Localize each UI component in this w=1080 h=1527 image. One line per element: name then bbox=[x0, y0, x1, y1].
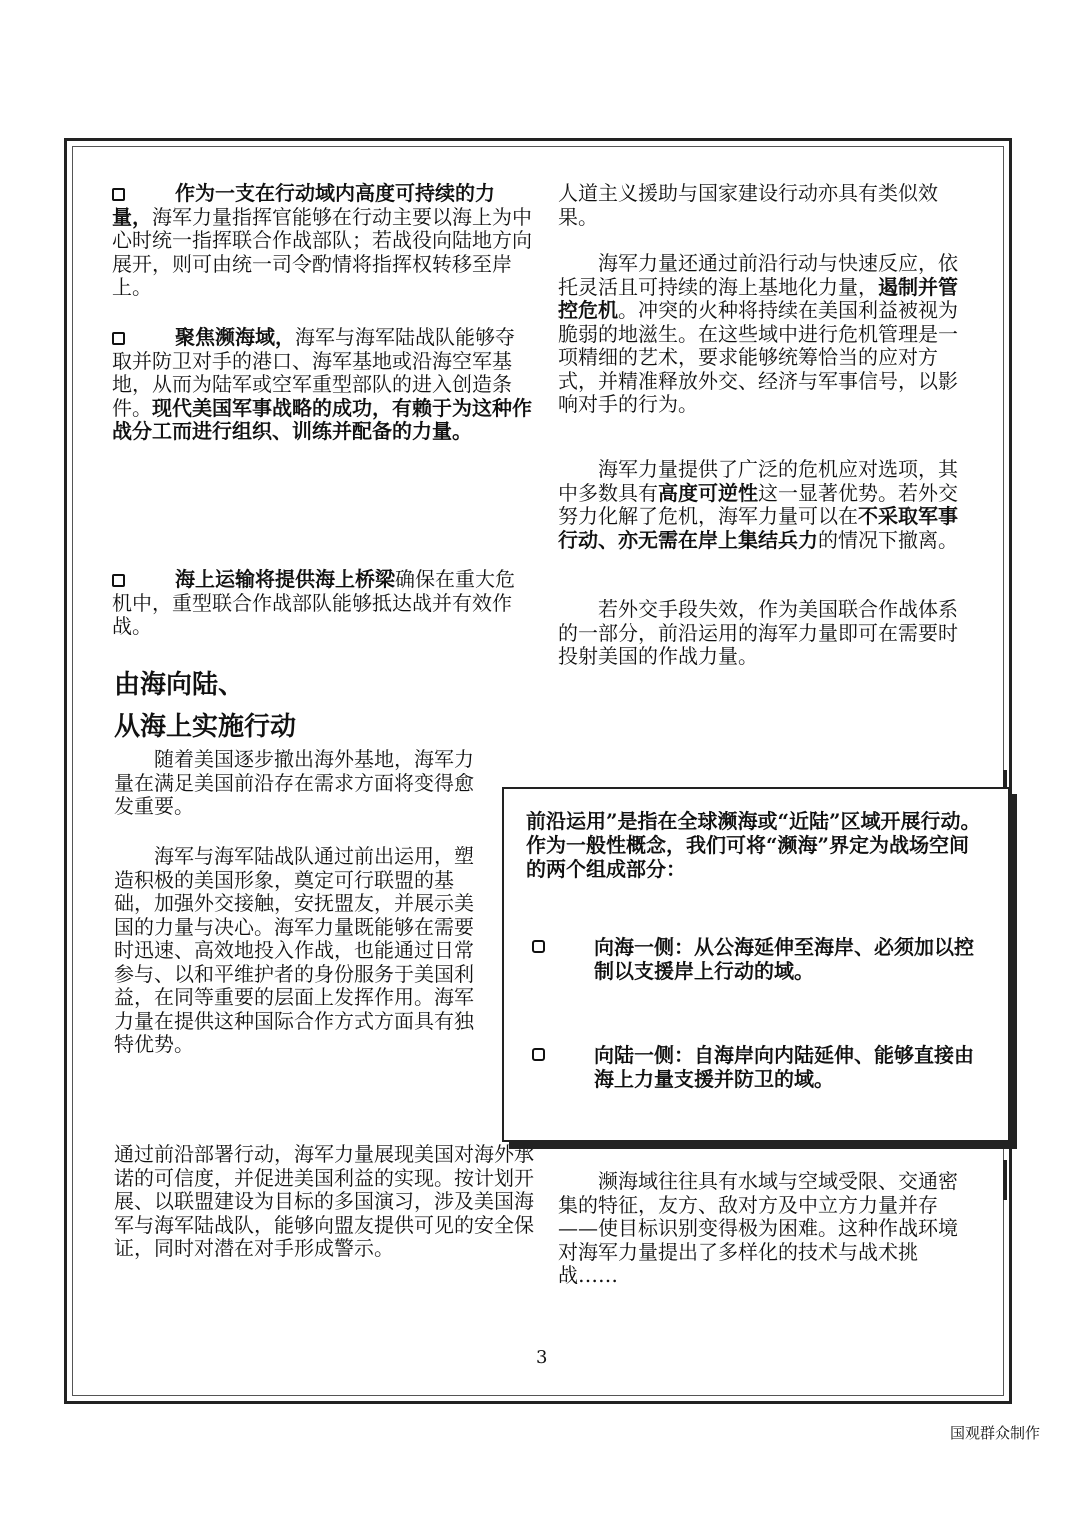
page-number: 3 bbox=[536, 1347, 548, 1368]
checkbox-icon bbox=[112, 332, 125, 345]
callout-item-landward: 向陆一侧：自海岸向内陆延伸、能够直接由海上力量支援并防卫的域。 bbox=[594, 1043, 990, 1091]
paragraph: 若外交手段失效，作为美国联合作战体系的一部分，前沿运用的海军力量即可在需要时投射美国的作战力量。 bbox=[558, 597, 958, 668]
paragraph: 人道主义援助与国家建设行动亦具有类似效果。 bbox=[558, 181, 938, 229]
callout-item-seaward: 向海一侧：从公海延伸至海岸、必须加以控制以支援岸上行动的域。 bbox=[594, 935, 990, 983]
paragraph: 海军与海军陆战队通过前出运用，塑造积极的美国形象，奠定可行联盟的基础，加强外交接触，安抚盟友，并展示美国的力量与决心。海军力量既能够在需要时迅速、高效地投入作战，也能通过日常参与、以和平维护者的身份服务于美国利益，在同等重要的层面上发挥作用。海军力量在提供这种国际合作方式方面具有独特优势。 bbox=[114, 844, 474, 1056]
paragraph: 海军力量还通过前沿行动与快速反应，依托灵活且可持续的海上基地化力量，遏制并管控危机。冲突的火种将持续在美国利益被视为脆弱的地滋生。在这些域中进行危机管理是一项精细的艺术，要求能够统筹恰当的应对方式，并精准释放外交、经济与军事信号，以影响对手的行为。 bbox=[558, 251, 958, 416]
callout-box bbox=[502, 787, 1010, 1142]
checkbox-icon bbox=[112, 574, 125, 587]
paragraph: 通过前沿部署行动，海军力量展现美国对海外承诺的可信度，并促进美国利益的实现。按计划开展、以联盟建设为目标的多国演习，涉及美国海军与海军陆战队，能够向盟友提供可见的安全保证，同时对潜在对手形成警示。 bbox=[114, 1142, 534, 1260]
paragraph: 随着美国逐步撤出海外基地，海军力量在满足美国前沿存在需求方面将变得愈发重要。 bbox=[114, 747, 474, 818]
checkbox-icon bbox=[532, 940, 545, 953]
margin-marker bbox=[1003, 1160, 1007, 1200]
credit-text: 国观群众制作 bbox=[950, 1424, 1041, 1442]
checkbox-icon bbox=[112, 188, 125, 201]
item-littoral-focus: 聚焦濒海域，海军与海军陆战队能够夺取并防卫对手的港口、海军基地或沿海空军基地，从而为陆军或空军重型部队的进入创造条件。现代美国军事战略的成功，有赖于为这种作战分工而进行组织、训练并配备的力量。 bbox=[112, 325, 532, 443]
paragraph: 濒海域往往具有水域与空域受限、交通密集的特征，友方、敌对方及中立方力量并存——使目标识别变得极为困难。这种作战环境对海军力量提出了多样化的技术与战术挑战…… bbox=[558, 1169, 958, 1287]
checkbox-icon bbox=[532, 1048, 545, 1061]
item-sealift: 海上运输将提供海上桥梁确保在重大危机中，重型联合作战部队能够抵达战并有效作战。 bbox=[112, 567, 515, 638]
section-heading-line2: 从海上实施行动 bbox=[114, 712, 297, 742]
callout-intro: 前沿运用”是指在全球濒海或“近陆”区域开展行动。作为一般性概念，我们可将“濒海”界定为战场空间的两个组成部分： bbox=[526, 809, 981, 881]
paragraph: 海军力量提供了广泛的危机应对选项，其中多数具有高度可逆性这一显著优势。若外交努力化解了危机，海军力量可以在不采取军事行动、亦无需在岸上集结兵力的情况下撤离。 bbox=[558, 457, 958, 552]
item-sustainable-force: 作为一支在行动域内高度可持续的力量，海军力量指挥官能够在行动主要以海上为中心时统一指挥联合作战部队；若战役向陆地方向展开，则可由统一司令酌情将指挥权转移至岸上。 bbox=[112, 181, 532, 299]
section-heading-line1: 由海向陆、 bbox=[114, 670, 245, 700]
